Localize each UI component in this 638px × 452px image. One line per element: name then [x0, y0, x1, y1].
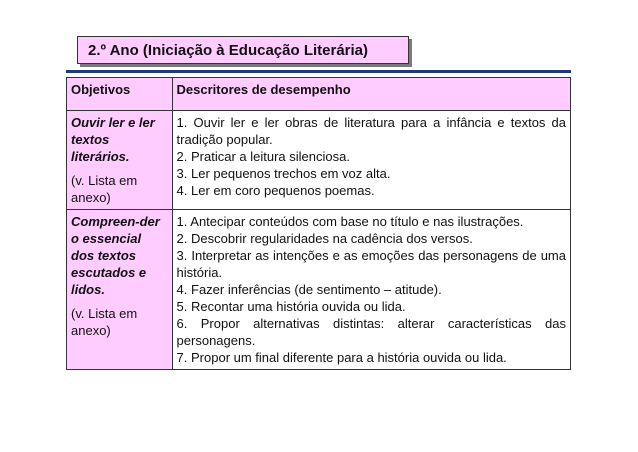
descriptor-item: 6. Propor alternativas distintas: alterar características das personagens.: [176, 316, 566, 348]
objective-note: (v. Lista em anexo): [71, 306, 138, 338]
table-header-row: [67, 78, 571, 111]
descriptors-cell: [172, 111, 570, 210]
objective-text: Compreen-der o essencial dos textos escutados e lidos.: [71, 214, 160, 297]
descriptors-table: [66, 77, 571, 370]
descriptor-item: 5. Recontar uma história ouvida ou lida.: [176, 299, 406, 314]
descriptor-item: 3. Interpretar as intenções e as emoções das personagens de uma história.: [176, 248, 566, 280]
descriptor-item: 4. Fazer inferências (de sentimento – atitude).: [176, 282, 442, 297]
table-row: [67, 210, 571, 370]
descriptor-item: 2. Praticar a leitura silenciosa.: [176, 149, 350, 164]
table-row: [67, 111, 571, 210]
header-objectives: Objetivos: [67, 78, 173, 111]
descriptor-item: 1. Antecipar conteúdos com base no título e nas ilustrações.: [176, 214, 524, 229]
descriptor-item: 2. Descobrir regularidades na cadência dos versos.: [176, 231, 473, 246]
objective-cell: [67, 111, 173, 210]
page-title: 2.º Ano (Iniciação à Educação Literária): [88, 41, 369, 59]
objective-note: (v. Lista em anexo): [71, 173, 138, 205]
descriptor-item: 7. Propor um final diferente para a história ouvida ou lida.: [176, 350, 507, 365]
divider: [66, 70, 571, 73]
descriptor-item: 3. Ler pequenos trechos em voz alta.: [176, 166, 391, 181]
objective-cell: [67, 210, 173, 370]
header-descriptors: Descritores de desempenho: [172, 78, 570, 111]
descriptors-cell: [172, 210, 570, 370]
descriptor-item: 1. Ouvir ler e ler obras de literatura para a infância e textos da tradição popular.: [176, 115, 566, 147]
page-title-box: [77, 36, 409, 64]
descriptor-item: 4. Ler em coro pequenos poemas.: [176, 183, 375, 198]
objective-text: Ouvir ler e ler textos literários.: [71, 115, 155, 164]
